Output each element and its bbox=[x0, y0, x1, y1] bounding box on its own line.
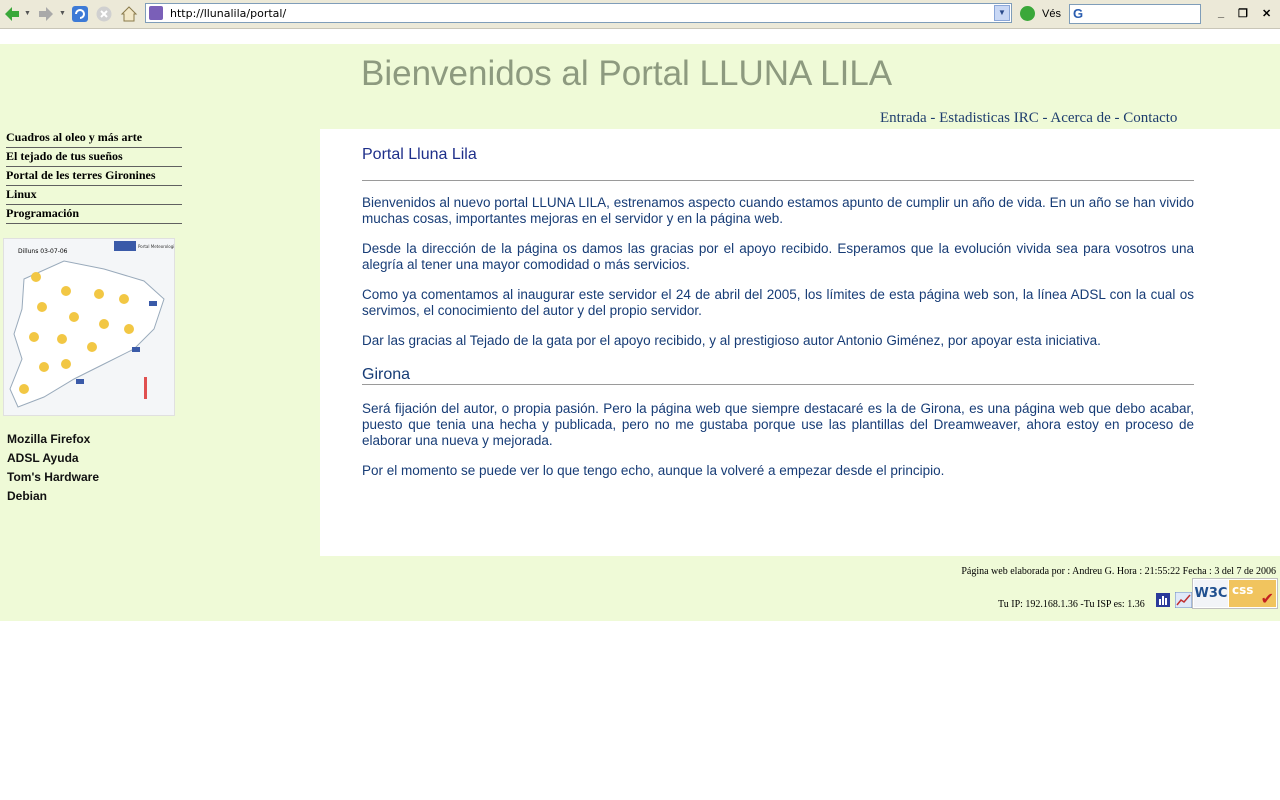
sidebar-item-programacion[interactable]: Programación bbox=[6, 205, 182, 224]
stats-line-chart-icon[interactable] bbox=[1175, 592, 1192, 608]
divider bbox=[362, 180, 1194, 181]
weather-date: Dilluns 03-07-06 bbox=[18, 248, 68, 255]
thermometer-icon bbox=[144, 377, 147, 399]
refresh-icon[interactable] bbox=[71, 5, 89, 23]
w3c-css-badge[interactable] bbox=[1192, 578, 1278, 609]
meteocat-logo-text: Portal Meteorologic bbox=[138, 244, 174, 249]
nav-separator: - bbox=[926, 110, 940, 126]
css-label: css bbox=[1232, 583, 1254, 597]
css-logo bbox=[1229, 580, 1276, 607]
google-search-icon: G bbox=[1073, 6, 1084, 21]
credits-paragraph: Dar las gracias al Tejado de la gata por el apoyo recibido, y al prestigioso autor Antonio Giménez, por apoyar esta iniciativa. bbox=[362, 333, 1101, 348]
divider bbox=[362, 384, 1194, 385]
forward-arrow-icon[interactable] bbox=[37, 5, 55, 23]
weather-map-widget[interactable] bbox=[3, 238, 175, 416]
nav-entrada[interactable]: Entrada bbox=[880, 110, 927, 126]
sidebar-item-cuadros[interactable]: Cuadros al oleo y más arte bbox=[6, 129, 182, 148]
girona-note-paragraph: Por el momento se puede ver lo que tengo echo, aunque la volveré a empezar desde el principio. bbox=[362, 463, 945, 478]
top-nav bbox=[880, 110, 1177, 127]
back-dropdown-icon[interactable]: ▼ bbox=[24, 10, 31, 17]
home-icon[interactable] bbox=[120, 5, 138, 23]
address-bar[interactable] bbox=[145, 3, 1012, 23]
stop-icon[interactable] bbox=[95, 5, 113, 23]
sidebar-item-tejado[interactable]: El tejado de tus sueños bbox=[6, 148, 182, 167]
sidebar-item-terres-gironines[interactable]: Portal de les terres Gironines bbox=[6, 167, 182, 186]
address-dropdown-icon[interactable]: ▼ bbox=[994, 5, 1010, 21]
meteocat-logo-icon bbox=[114, 241, 136, 251]
w3c-logo: W3C bbox=[1194, 580, 1228, 607]
go-arrow-icon[interactable] bbox=[1020, 6, 1035, 21]
search-box[interactable] bbox=[1069, 4, 1201, 24]
section-heading-portal: Portal Lluna Lila bbox=[362, 146, 477, 163]
sidebar-item-linux[interactable]: Linux bbox=[6, 186, 182, 205]
nav-separator: - bbox=[1110, 110, 1124, 126]
link-toms-hardware[interactable]: Tom's Hardware bbox=[7, 470, 99, 484]
close-button[interactable]: ✕ bbox=[1262, 8, 1272, 20]
link-adsl-ayuda[interactable]: ADSL Ayuda bbox=[7, 451, 79, 465]
nav-contacto[interactable]: Contacto bbox=[1123, 110, 1178, 126]
nav-separator: - bbox=[1038, 110, 1051, 126]
nav-estadisticas-irc[interactable]: Estadisticas IRC bbox=[939, 110, 1039, 126]
section-heading-girona: Girona bbox=[362, 366, 411, 383]
link-debian[interactable]: Debian bbox=[7, 489, 48, 503]
go-button[interactable]: Vés bbox=[1042, 8, 1061, 20]
catalonia-weather-map-icon bbox=[4, 239, 174, 415]
browser-toolbar bbox=[0, 0, 1280, 29]
limits-paragraph: Como ya comentamos al inaugurar este servidor el 24 de abril del 2005, los límites de esta página web son, la línea ADSL con la cual os servimos, el conocimiento del autor y del propio servidor. bbox=[362, 287, 1194, 318]
girona-paragraph: Será fijación del autor, o propia pasión. Pero la página web que siempre destacaré es la de Girona, es una página web que debo acabar, puesto que tenia una hecha y publicada, pero no me gustaba porque use las plantillas del Dreamweaver, ahora estoy en proceso de elaborar una nueva y mejorada. bbox=[362, 401, 1194, 448]
link-mozilla-firefox[interactable]: Mozilla Firefox bbox=[7, 432, 91, 446]
back-arrow-icon[interactable] bbox=[3, 5, 21, 23]
nav-acerca-de[interactable]: Acerca de bbox=[1050, 110, 1111, 126]
intro-paragraph: Bienvenidos al nuevo portal LLUNA LILA, estrenamos aspecto cuando estamos apunto de cumplir un año de vida. En un año se han vivido muchas cosas, importantes mejoras en el servidor y en la página web. bbox=[362, 195, 1194, 226]
restore-button[interactable]: ❐ bbox=[1238, 8, 1248, 20]
minimize-button[interactable]: _ bbox=[1218, 7, 1225, 19]
footer-ip-info: Tu IP: 192.168.1.36 -Tu ISP es: 1.36 bbox=[998, 599, 1145, 610]
external-links bbox=[7, 432, 99, 508]
forward-dropdown-icon[interactable]: ▼ bbox=[59, 10, 66, 17]
page-title: Bienvenidos al Portal LLUNA LILA bbox=[361, 54, 893, 93]
url-text[interactable]: http://llunalila/portal/ bbox=[170, 7, 287, 20]
checkmark-icon: ✔ bbox=[1260, 589, 1274, 608]
stats-bar-chart-icon[interactable] bbox=[1156, 593, 1170, 607]
footer-credits: Página web elaborada por : Andreu G. Hora : 21:55:22 Fecha : 3 del 7 de 2006 bbox=[961, 566, 1276, 577]
thanks-paragraph: Desde la dirección de la página os damos las gracias por el apoyo recibido. Esperamos que la evolución vivida sea para vosotros una alegría al tener una mayor comodidad o más servicios. bbox=[362, 241, 1194, 272]
site-favicon-icon bbox=[149, 6, 163, 20]
sidebar-menu bbox=[6, 129, 182, 224]
